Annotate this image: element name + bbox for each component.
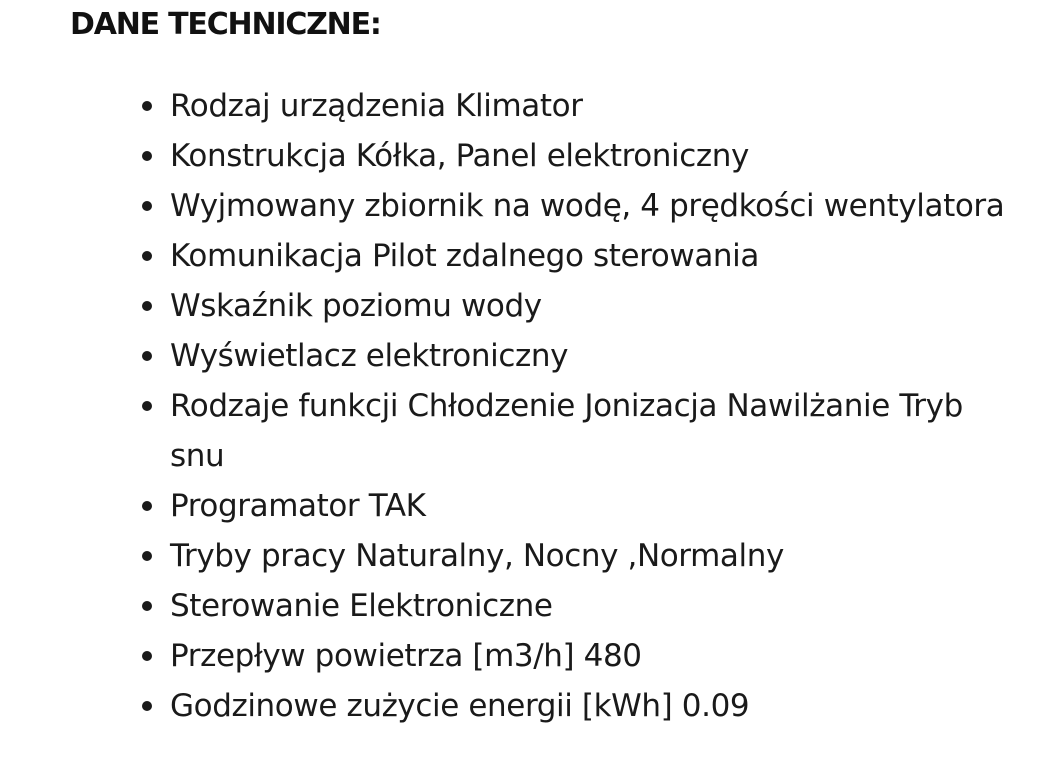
- spec-text: Rodzaje funkcji Chłodzenie Jonizacja Nawilżanie Tryb snu: [170, 388, 963, 474]
- bullet-icon: [142, 201, 152, 211]
- list-item: [170, 331, 1020, 381]
- bullet-icon: [142, 601, 152, 611]
- spec-text: Rodzaj urządzenia Klimator: [170, 88, 583, 124]
- bullet-icon: [142, 551, 152, 561]
- bullet-icon: [142, 151, 152, 161]
- list-item: [170, 631, 1020, 681]
- spec-text: Godzinowe zużycie energii [kWh] 0.09: [170, 688, 750, 724]
- bullet-icon: [142, 301, 152, 311]
- list-item: [170, 231, 1020, 281]
- list-item: [170, 381, 1020, 481]
- spec-text: Wyświetlacz elektroniczny: [170, 338, 569, 374]
- spec-text: Konstrukcja Kółka, Panel elektroniczny: [170, 138, 749, 174]
- list-item: [170, 481, 1020, 531]
- list-item: [170, 531, 1020, 581]
- section-heading: DANE TECHNICZNE:: [70, 7, 381, 42]
- bullet-icon: [142, 701, 152, 711]
- list-item: [170, 131, 1020, 181]
- spec-list: [170, 81, 1020, 731]
- bullet-icon: [142, 401, 152, 411]
- spec-text: Sterowanie Elektroniczne: [170, 588, 553, 624]
- spec-text: Wyjmowany zbiornik na wodę, 4 prędkości wentylatora: [170, 188, 1005, 224]
- list-item: [170, 81, 1020, 131]
- spec-text: Komunikacja Pilot zdalnego sterowania: [170, 238, 759, 274]
- bullet-icon: [142, 101, 152, 111]
- bullet-icon: [142, 651, 152, 661]
- bullet-icon: [142, 351, 152, 361]
- spec-text: Programator TAK: [170, 488, 426, 524]
- spec-text: Wskaźnik poziomu wody: [170, 288, 542, 324]
- list-item: [170, 581, 1020, 631]
- spec-text: Tryby pracy Naturalny, Nocny ,Normalny: [170, 538, 784, 574]
- bullet-icon: [142, 501, 152, 511]
- spec-text: Przepływ powietrza [m3/h] 480: [170, 638, 642, 674]
- list-item: [170, 281, 1020, 331]
- list-item: [170, 681, 1020, 731]
- list-item: [170, 181, 1020, 231]
- bullet-icon: [142, 251, 152, 261]
